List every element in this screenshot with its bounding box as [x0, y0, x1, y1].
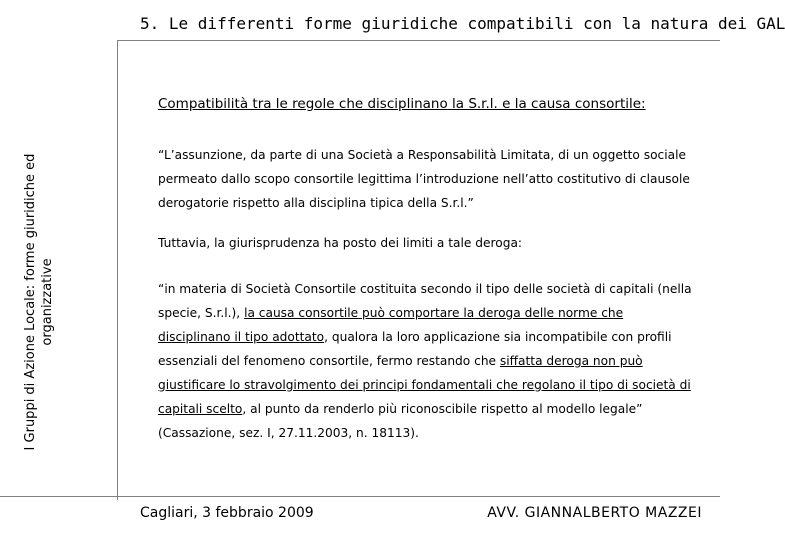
quote2-underlined-2: siffatta deroga non può giustificare lo stravolgimento dei principi fondamentali che regolano il tipo di società di capitali scelto — [158, 354, 691, 416]
content-subtitle: Compatibilità tra le regole che disciplinano la S.r.l. e la causa consortile: — [158, 96, 646, 112]
second-quote — [158, 277, 698, 445]
quote2-part2: , qualora la loro applicazione sia incompatibile con profili essenziali del fenomeno consortile, fermo restando che — [158, 330, 672, 368]
jurisprudence-paragraph: Tuttavia, la giurisprudenza ha posto dei limiti a tale deroga: — [158, 236, 523, 250]
slide-title: 5. Le differenti forme giuridiche compatibili con la natura dei GAL — [140, 14, 785, 33]
footer-location-date: Cagliari, 3 febbraio 2009 — [140, 505, 314, 521]
footer-author: AVV. GIANNALBERTO MAZZEI — [487, 505, 702, 521]
top-divider — [117, 40, 720, 41]
vertical-title-line2: organizzative — [40, 258, 55, 346]
bottom-divider — [0, 496, 720, 497]
quote2-part3: , al punto da renderlo più riconoscibile rispetto al modello legale” (Cassazione, sez. I, 27.11.2003, n. 18113). — [158, 402, 643, 440]
first-quote: “L’assunzione, da parte di una Società a Responsabilità Limitata, di un oggetto sociale permeato dallo scopo consortile legittima l’introduzione nell’atto costitutivo di clausole derogatorie rispetto alla disciplina tipica della S.r.l.” — [158, 148, 690, 210]
quote2-underlined-1: la causa consortile può comportare la deroga delle norme che disciplinano il tipo adottato — [158, 306, 624, 344]
slide-content — [158, 96, 698, 445]
side-divider — [117, 40, 118, 500]
quote2-part1: “in materia di Società Consortile costituita secondo il tipo delle società di capitali (nella specie, S.r.l.), — [158, 282, 692, 320]
vertical-title-line1: I Gruppi di Azione Locale: forme giuridiche ed — [23, 153, 38, 451]
vertical-section-title — [22, 112, 82, 492]
